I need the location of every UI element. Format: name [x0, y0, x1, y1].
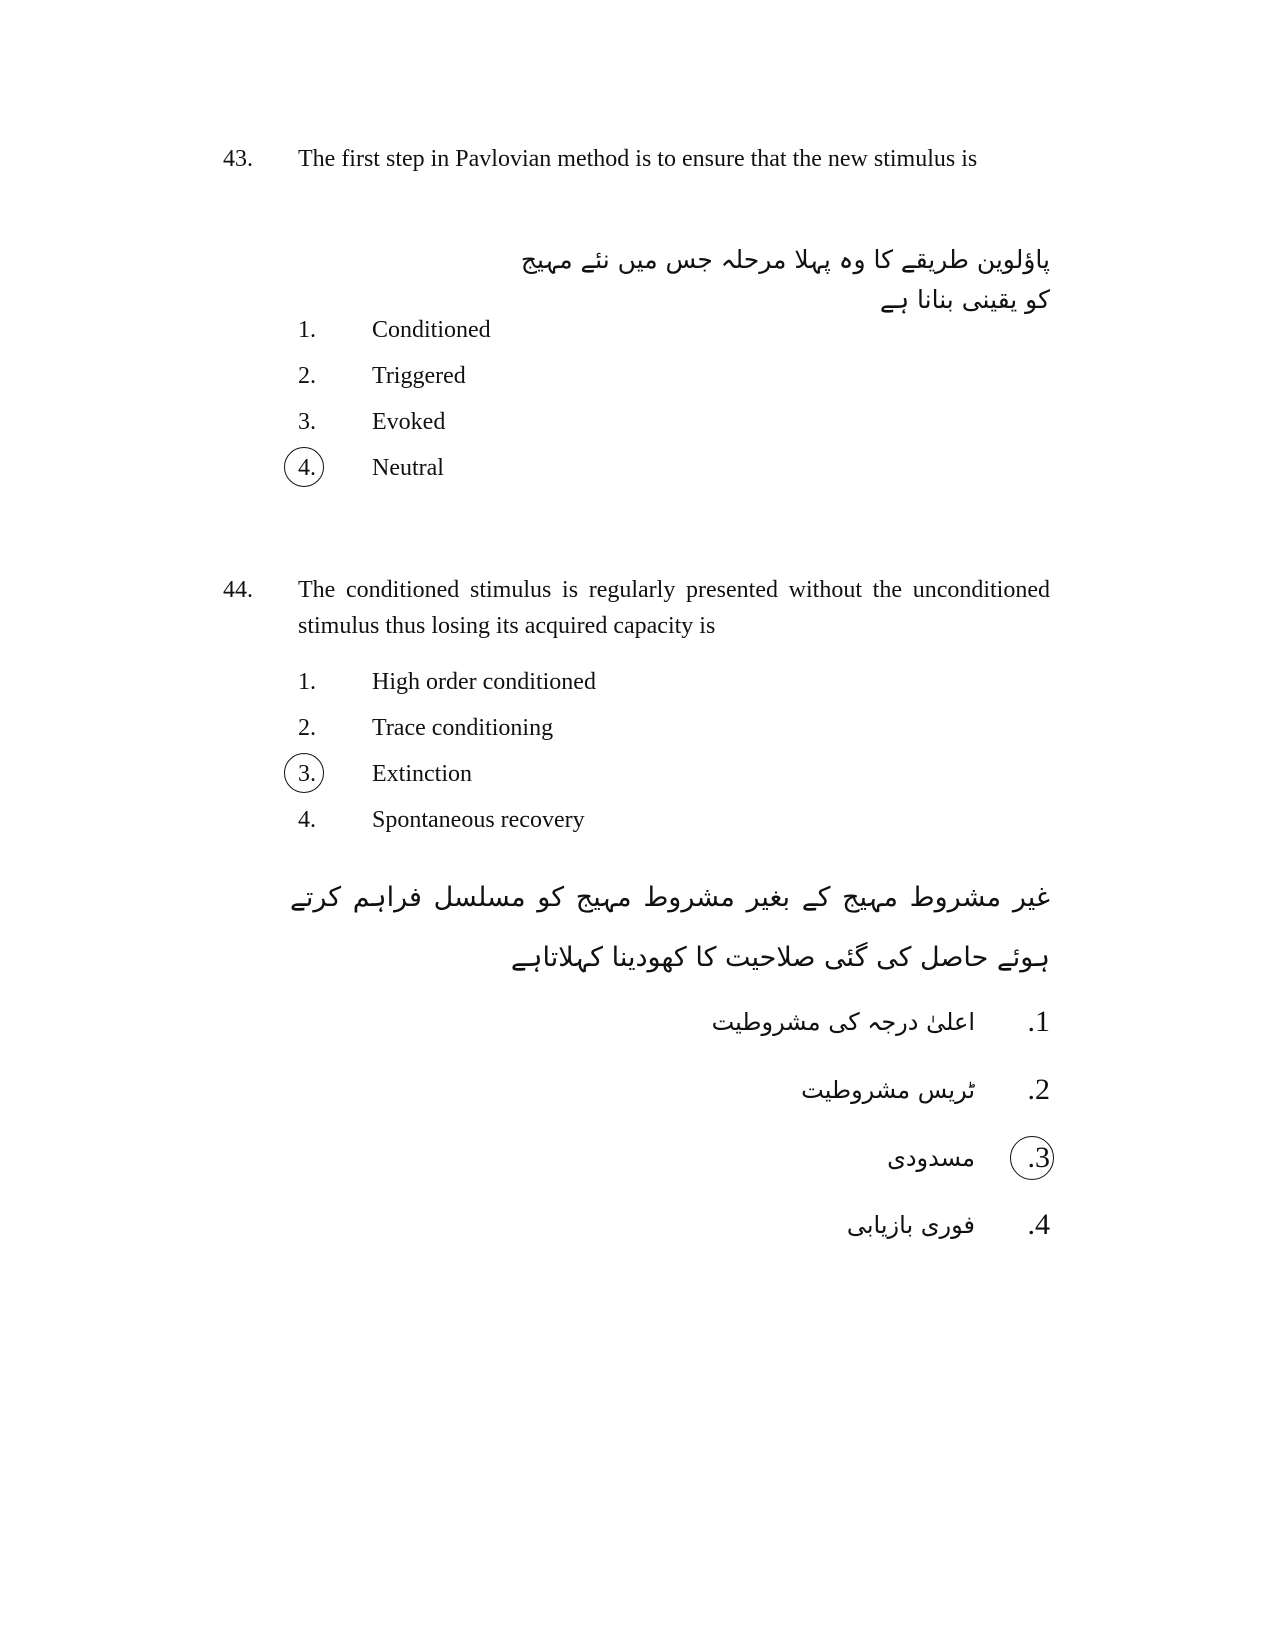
urdu-option-1	[650, 997, 1050, 1047]
question-number: 44.	[223, 577, 253, 603]
option-label: Neutral	[372, 455, 444, 481]
option-number: .1	[1027, 1005, 1050, 1038]
question-text-english: The first step in Pavlovian method is to ensure that the new stimulus is	[298, 146, 978, 172]
circled-answer-number: 4.	[298, 448, 328, 488]
question-text-urdu: غیر مشروط مہیج کے بغیر مشروط مہیج کو مسلسل فراہم کرتے ہوئے حاصل کی گئی صلاحیت کا کھودینا کہلاتاہے	[290, 882, 1050, 973]
question-text-english: The conditioned stimulus is regularly presented without the unconditioned stimulus thus losing its acquired capacity is	[298, 577, 1050, 639]
option-label: Extinction	[372, 761, 472, 787]
option-number: 2.	[298, 715, 316, 741]
option-label: Triggered	[372, 363, 466, 389]
option-number: .2	[1027, 1073, 1050, 1106]
circled-answer-number: 3.	[298, 754, 328, 794]
urdu-option-4	[650, 1200, 1050, 1250]
option-label: فوری بازیابی	[846, 1211, 975, 1239]
option-number: 4.	[298, 807, 316, 833]
urdu-option-2	[650, 1065, 1050, 1115]
option-label: Trace conditioning	[372, 715, 554, 741]
option-number: 1.	[298, 669, 316, 695]
option-number: 2.	[298, 363, 316, 389]
question-text-urdu: پاؤلوین طریقے کا وہ پہلا مرحلہ جس میں نئے مہیج کو یقینی بنانا ہے	[520, 245, 1050, 314]
question-number: 43.	[223, 146, 253, 172]
option-label: مسدودی	[887, 1144, 975, 1172]
urdu-option-3-marked-answer	[650, 1133, 1050, 1183]
option-label: Conditioned	[372, 317, 491, 343]
option-label: اعلیٰ درجہ کی مشروطیت	[711, 1008, 975, 1036]
option-label: Evoked	[372, 409, 446, 435]
option-label: High order conditioned	[372, 669, 596, 695]
option-number: 3.	[298, 409, 316, 435]
option-label: Spontaneous recovery	[372, 807, 585, 833]
circled-answer-number: .3	[1010, 1133, 1050, 1183]
option-number: .4	[1027, 1208, 1050, 1241]
option-number: 1.	[298, 317, 316, 343]
option-label: ٹریس مشروطیت	[801, 1076, 975, 1104]
